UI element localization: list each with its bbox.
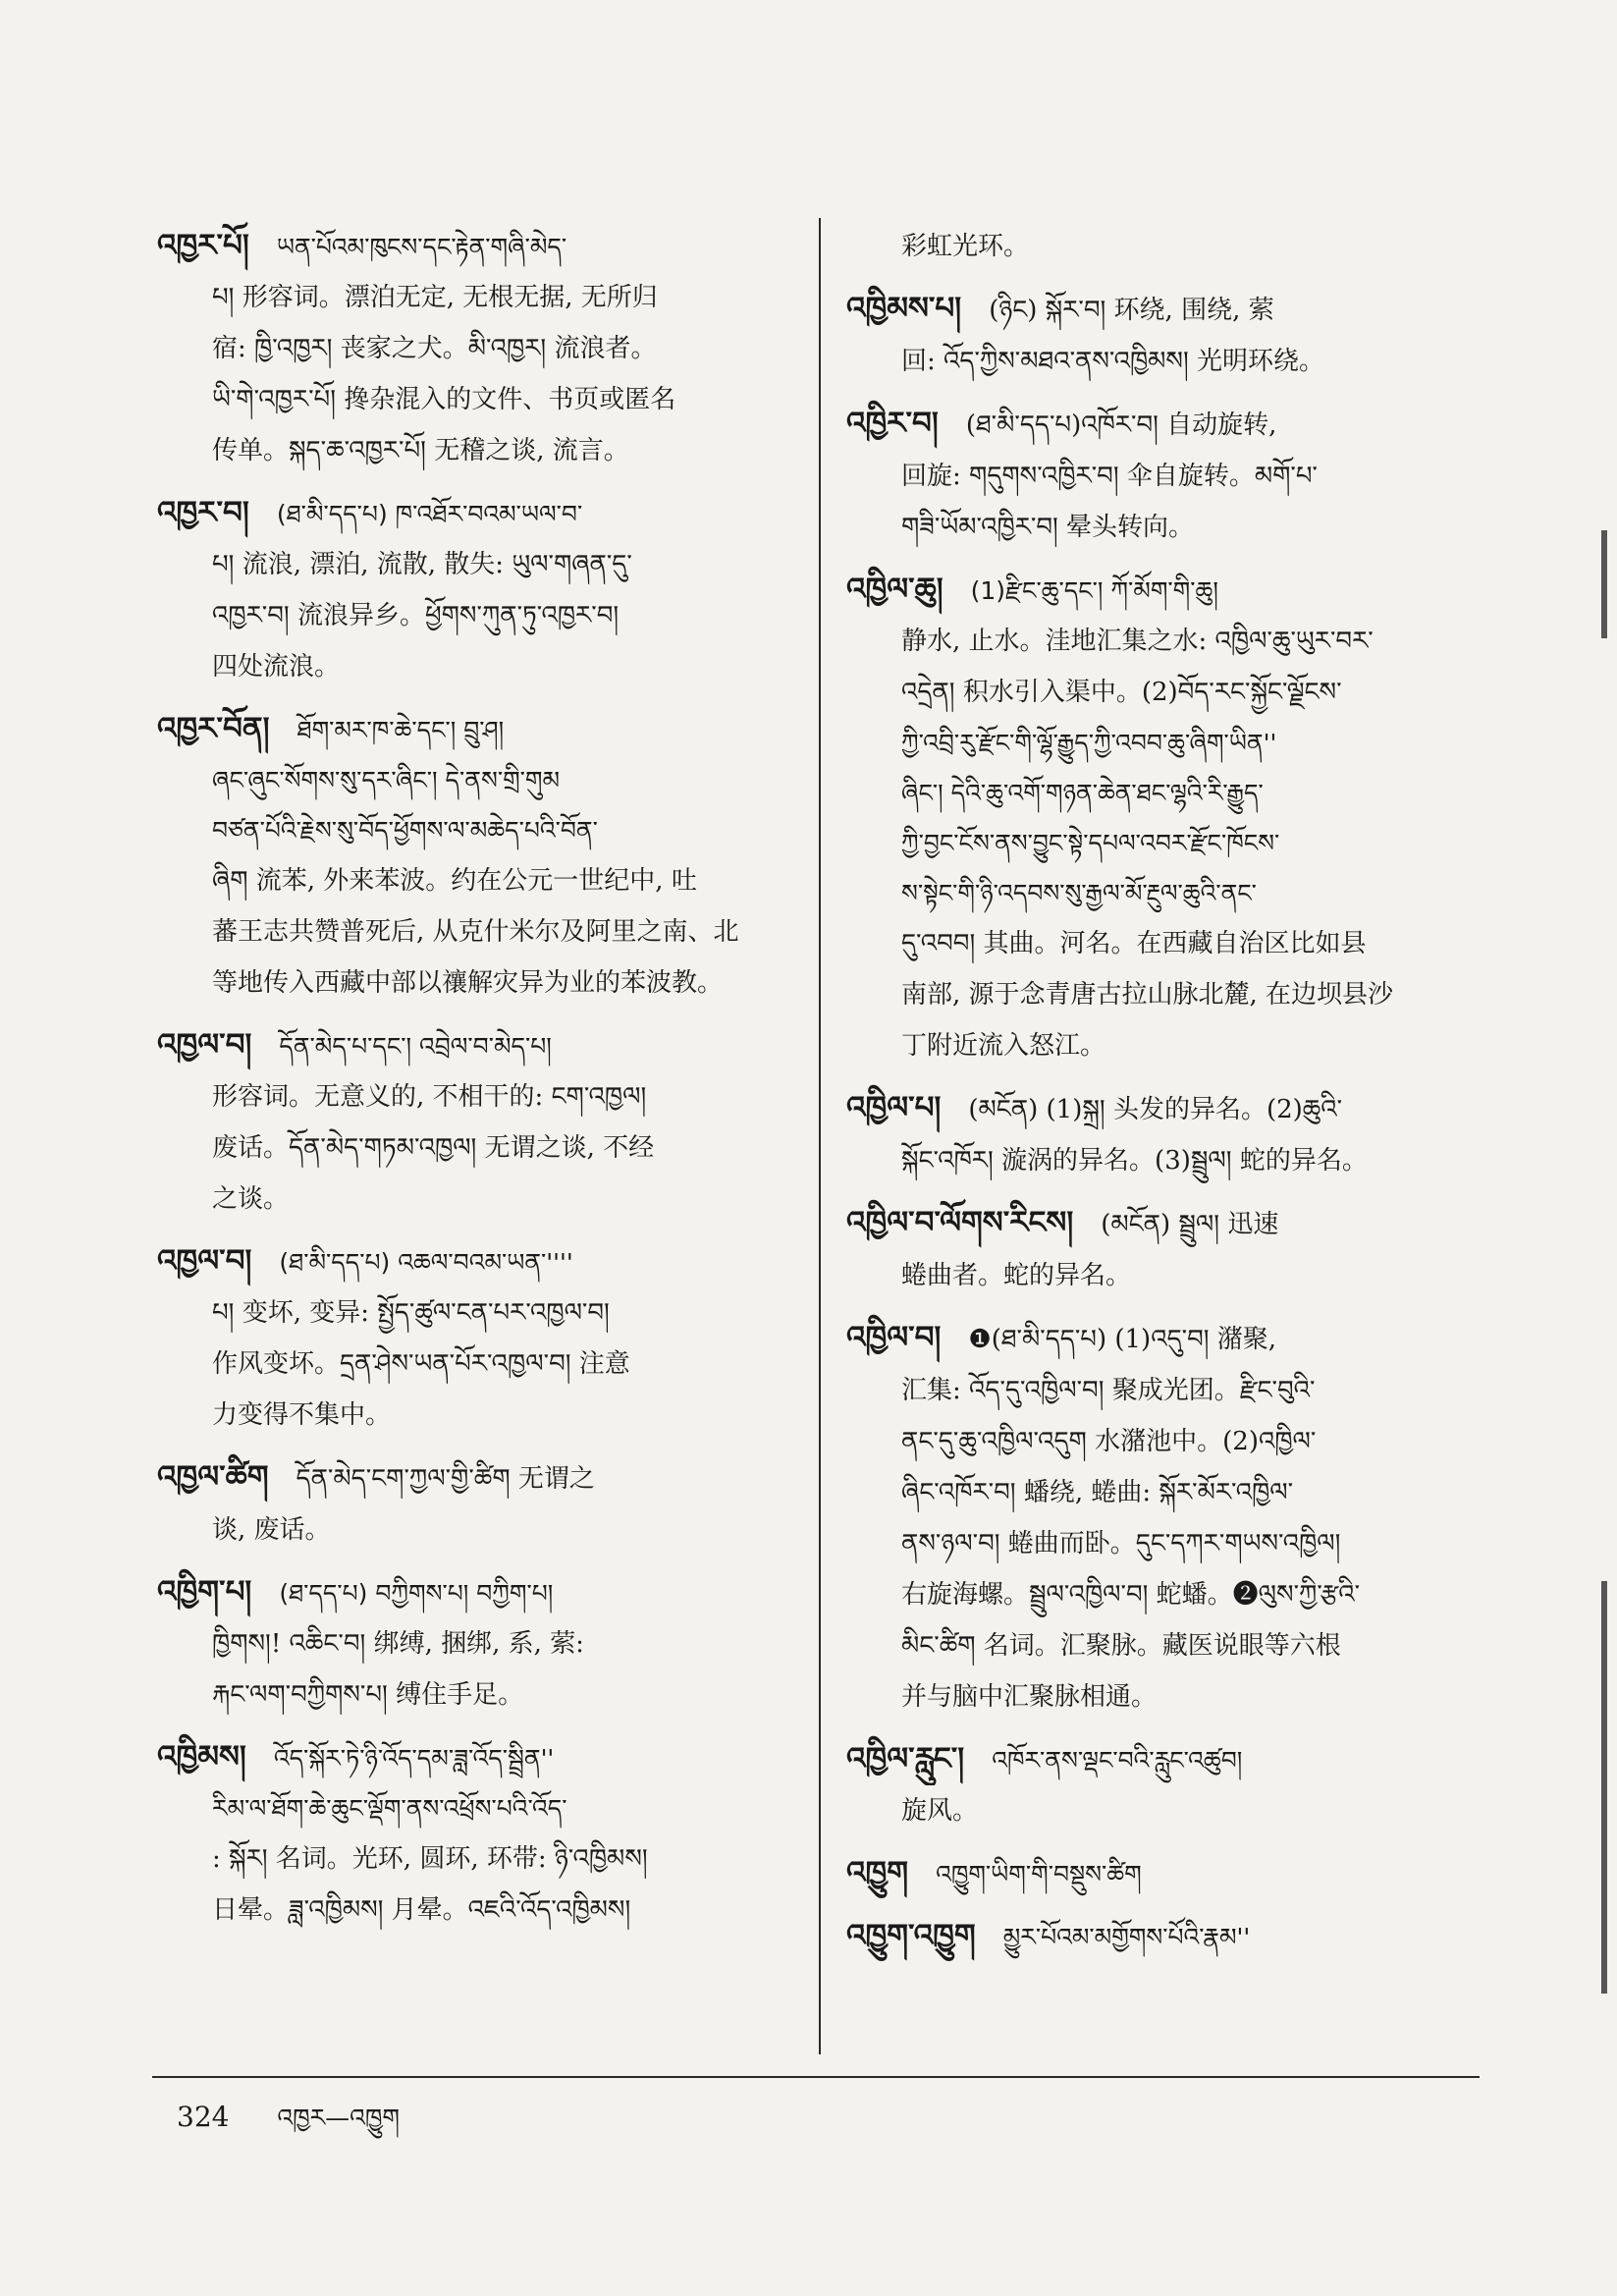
edge-marks (1578, 0, 1617, 2296)
dictionary-entry (157, 1020, 795, 1225)
page-range: འཁྱར—འཁྱུག (277, 2104, 401, 2132)
entry-line (846, 1518, 1484, 1569)
definition-text: 日晕。ཟླ་འཁྱིམས། 月晕。འཇའི་འོད་འཁྱིམས། (212, 1895, 631, 1925)
headword: འཁྱལ་བ། (157, 1243, 252, 1279)
headword: འཁྱིམས་པ། (846, 291, 962, 326)
headword: འཁྱིལ་བ། (846, 1320, 942, 1355)
definition-text: 并与脑中汇聚脉相通。 (901, 1682, 1158, 1712)
definition-text: 南部, 源于念青唐古拉山脉北麓, 在边坝县沙 (901, 980, 1394, 1010)
entry-line (157, 1885, 795, 1936)
definition-text: 四处流浪。 (212, 652, 341, 682)
entry-line (157, 805, 795, 855)
dictionary-entry (846, 1734, 1484, 1836)
definition-text: ཀྱི་བྱང་ངོས་ནས་བྱུང་སྟེ་དཔལ་འབར་རྫོང་ཁོངས་ (901, 829, 1280, 857)
definition-text: རིམ་ལ་ཐོག་ཆེ་ཆུང་ལྡོག་ནས་འཕྲོས་པའི་འོད་ (212, 1794, 567, 1823)
dictionary-entry (846, 1313, 1484, 1722)
column-divider (819, 218, 821, 2054)
definition-text: སྐོང་འཁོར། 漩涡的异名。(3)སྦྲུལ། 蛇的异名。 (901, 1146, 1368, 1175)
definition-text: 形容词。无意义的, 不相干的: ངག་འཁྱལ། (212, 1082, 647, 1112)
edge-tick (1601, 530, 1607, 638)
entry-line (157, 906, 795, 957)
entry-line (846, 667, 1484, 718)
entry-line (157, 957, 795, 1009)
headword: འཁྱིལ་རླུང་། (846, 1741, 965, 1777)
definition-text: འཁྱུག་ཡིག་གི་བསྡུས་ཚིག (936, 1860, 1142, 1888)
entry-line (157, 704, 795, 755)
definition-text: ཞིག 流苯, 外来苯波。约在公元一世纪中, 吐 (212, 866, 697, 896)
dictionary-entry (157, 488, 795, 692)
definition-text: 谈, 废话。 (212, 1515, 331, 1545)
entry-line (157, 855, 795, 906)
entry-line (846, 1848, 1484, 1899)
dictionary-entry (157, 1236, 795, 1441)
definition-text: 蕃王志共赞普死后, 从克什米尔及阿里之南、北 (212, 917, 739, 947)
definition-text: པ། 变坏, 变异: སྤྱོད་ཚུལ་ངན་པར་འཁྱལ་བ། (212, 1298, 610, 1328)
dictionary-entry (846, 565, 1484, 1071)
definition-text: 作风变坏。དྲན་ཤེས་ཡན་པོར་འཁྱལ་བ། 注意 (212, 1349, 630, 1379)
definition-text: 丁附近流入怒江。 (901, 1031, 1106, 1061)
entry-line (846, 1020, 1484, 1071)
dictionary-entry (846, 1911, 1484, 1962)
footer-rule (152, 2076, 1480, 2078)
dictionary-entry (846, 1198, 1484, 1301)
headword: འཁྱིལ་ཆུ། (846, 572, 943, 607)
left-column (157, 221, 795, 1947)
definition-text: འོད་སྐོར་ཏེ་ཉི་འོད་དམ་ཟླ་འོད་སྦྲིན'' (273, 1744, 555, 1773)
entry-line (846, 768, 1484, 818)
entry-line (157, 272, 795, 323)
definition-text: 右旋海螺。སྦྲུལ་འཁྱིལ་བ། 蛇蟠。❷ལུས་ཀྱི་རྩའི་ (901, 1580, 1361, 1610)
definition-text: མྱུར་པོའམ་མགྱོགས་པོའི་རྣམ'' (1002, 1923, 1251, 1951)
entry-line (846, 616, 1484, 667)
definition-text: ཞིང་འཁོར་བ། 蟠绕, 蜷曲: སྐོར་མོར་འཁྱིལ་ (901, 1478, 1294, 1507)
definition-text: 回: འོད་ཀྱིས་མཐའ་ནས་འཁྱིམས། 光明环绕。 (901, 347, 1325, 376)
definition-text: (ཐ་མི་དད་པ) ཁ་འཐོར་བའམ་ཡལ་བ་ (276, 500, 583, 528)
entry-line (846, 1416, 1484, 1467)
entry-line (157, 1452, 795, 1504)
entry-line (846, 1198, 1484, 1250)
definition-text: ཁྱིགས།! འཆིང་བ། 绑缚, 捆绑, 系, 萦: (212, 1629, 584, 1659)
dictionary-entry (157, 221, 795, 476)
entry-line (157, 1122, 795, 1174)
entry-line (157, 1339, 795, 1390)
dictionary-entry (846, 399, 1484, 553)
page-number: 324 (177, 2101, 230, 2133)
entry-line (846, 399, 1484, 451)
headword: འཁྱིག་པ། (157, 1574, 252, 1610)
definition-text: དུ་འབབ། 其曲。河名。在西藏自治区比如县 (901, 929, 1367, 958)
dictionary-entry (846, 284, 1484, 387)
definition-text: (ཐ་མི་དད་པ) འཆལ་བའམ་ཡན་'''' (279, 1248, 573, 1277)
definition-text: བཙན་པོའི་རྗེས་སུ་བོད་ཕྱོགས་ལ་མཆེད་པའི་བོན་ (212, 816, 598, 845)
entry-line (846, 1911, 1484, 1962)
dictionary-entry (846, 1848, 1484, 1899)
definition-text: (ཐ་དད་པ) བཀྱིགས་པ། བཀྱིག་པ། (279, 1579, 554, 1608)
definition-text: ཐོག་མར་ཁ་ཆེ་དང་། བྲུ་ཤ། (296, 716, 505, 744)
entry-line (846, 502, 1484, 553)
entry-line (157, 323, 795, 374)
definition-text: (ཐ་མི་དད་པ)འཁོར་བ། 自动旋转, (965, 410, 1277, 440)
definition-text: ཞང་ཞུང་སོགས་སུ་དར་ཞིང་། དེ་ནས་གྲི་གུམ (212, 766, 561, 794)
definition-text: ས་སྟེང་གི་ཉི་འདབས་སུ་རྒྱལ་མོ་རྔུལ་ཆུའི་ནང་ (901, 879, 1257, 907)
entry-line (157, 1071, 795, 1122)
definition-text: དོན་མེད་པ་དང་། འབྲེལ་བ་མེད་པ། (279, 1032, 552, 1061)
dictionary-entry (846, 1083, 1484, 1186)
entry-line (846, 1467, 1484, 1518)
definition-text: ❶(ཐ་མི་དད་པ) (1)འདུ་བ། 潴聚, (968, 1325, 1277, 1354)
entry-line (846, 1569, 1484, 1620)
dictionary-entry (157, 1567, 795, 1721)
edge-tick (1601, 1581, 1607, 1994)
definition-text: འཁོར་ནས་ལྡང་བའི་རླུང་འཚུབ། (992, 1746, 1243, 1775)
definition-text: (མངོན) སྦྲུལ། 迅速 (1101, 1210, 1279, 1239)
dictionary-entry (846, 221, 1484, 272)
headword: འཁྱར་བ། (157, 495, 249, 530)
entry-line (846, 336, 1484, 387)
entry-line (157, 374, 795, 425)
entry-line (157, 755, 795, 805)
headword: འཁྱལ་བ། (157, 1027, 252, 1063)
entry-line (846, 1785, 1484, 1836)
headword: འཁྱིམས། (157, 1739, 246, 1775)
headword: འཁྱུག་འཁྱུག (846, 1918, 976, 1953)
right-column (846, 221, 1484, 1974)
entry-line (157, 1567, 795, 1618)
definition-text: 废话。དོན་མེད་གཏམ་འཁྱལ། 无谓之谈, 不经 (212, 1133, 655, 1163)
entry-line (846, 1313, 1484, 1365)
definition-text: རྐང་ལག་བཀྱིགས་པ། 缚住手足。 (212, 1680, 524, 1710)
dictionary-entry (157, 704, 795, 1009)
definition-text: 等地传入西藏中部以禳解灾异为业的苯波教。 (212, 968, 724, 998)
entry-line (846, 969, 1484, 1020)
dictionary-entry (157, 1452, 795, 1556)
entry-line (846, 451, 1484, 502)
entry-line (846, 1620, 1484, 1671)
definition-text: 力变得不集中。 (212, 1400, 392, 1430)
definition-text: : སྐོར། 名词。光环, 圆环, 环带: ཉི་འཁྱིམས། (212, 1844, 648, 1874)
definition-text: (1)རྫིང་ཆུ་དང་། ཀོ་མོག་གི་ཆུ། (970, 576, 1218, 605)
definition-text: 旋风。 (901, 1796, 979, 1826)
definition-text: 静水, 止水。洼地汇集之水: འཁྱིལ་ཆུ་ཡུར་བར་ (901, 627, 1374, 656)
definition-text: (ཉིང) སྐོར་བ། 环绕, 围绕, 萦 (989, 296, 1274, 325)
headword: འཁྱར་བོན། (157, 711, 270, 746)
definition-text: 回旋: གདུགས་འཁྱིར་བ། 伞自旋转。མགོ་པ་ (901, 462, 1318, 491)
definition-text: ནང་དུ་ཆུ་འཁྱིལ་འདུག 水潴池中。(2)འཁྱིལ་ (901, 1427, 1317, 1456)
entry-line (846, 221, 1484, 272)
entry-line (157, 1236, 795, 1287)
definition-text: 彩虹光环。 (901, 232, 1030, 261)
dictionary-entry (157, 1732, 795, 1936)
definition-text: 汇集: འོད་དུ་འཁྱིལ་བ། 聚成光团。རྫིང་བུའི་ (901, 1376, 1316, 1405)
definition-text: ནས་ཉལ་བ། 蜷曲而卧。དུང་དཀར་གཡས་འཁྱིལ། (901, 1529, 1341, 1558)
entry-line (846, 565, 1484, 616)
entry-line (157, 488, 795, 539)
definition-text: མིང་ཚིག 名词。汇聚脉。藏医说眼等六根 (901, 1631, 1341, 1661)
definition-text: འཁྱར་བ། 流浪异乡。ཕྱོགས་ཀུན་ཏུ་འཁྱར་བ། (212, 601, 620, 630)
definition-text: 宿: ཁྱི་འཁྱར། 丧家之犬。མི་འཁྱར། 流浪者。 (212, 334, 657, 363)
entry-line (157, 1618, 795, 1669)
entry-line (846, 918, 1484, 969)
entry-line (157, 1504, 795, 1556)
definition-text: པ། 流浪, 漂泊, 流散, 散失: ཡུལ་གཞན་དུ་ (212, 550, 632, 579)
entry-line (157, 1020, 795, 1071)
entry-line (157, 221, 795, 272)
entry-line (157, 425, 795, 476)
definition-text: 之谈。 (212, 1184, 290, 1214)
entry-line (846, 284, 1484, 336)
entry-line (846, 818, 1484, 868)
headword: འཁྱུག (846, 1855, 909, 1890)
entry-line (846, 1083, 1484, 1135)
entry-line (846, 1734, 1484, 1785)
headword: འཁྱིར་བ། (846, 406, 939, 441)
headword: འཁྱིལ་པ། (846, 1090, 942, 1125)
entry-line (157, 1833, 795, 1885)
entry-line (157, 539, 795, 590)
entry-line (846, 1135, 1484, 1186)
entry-line (846, 1250, 1484, 1301)
entry-line (157, 1390, 795, 1441)
entry-line (157, 1174, 795, 1225)
definition-text: ཀྱི་འབྲི་རུ་རྫོང་གི་ལྷོ་རྒྱུད་ཀྱི་འབབ་ཆུ་ཞིག་ཡིན'' (901, 729, 1277, 757)
entry-line (846, 718, 1484, 768)
headword: འཁྱར་པོ། (157, 228, 249, 263)
definition-text: དོན་མེད་ངག་ཀྱལ་གྱི་ཚིག 无谓之 (296, 1464, 595, 1494)
entry-line (846, 868, 1484, 918)
entry-line (157, 1669, 795, 1721)
definition-text: 传单。སྐད་ཆ་འཁྱར་པོ། 无稽之谈, 流言。 (212, 436, 629, 465)
entry-line (846, 1671, 1484, 1722)
headword: འཁྱལ་ཚིག (157, 1459, 269, 1495)
definition-text: (མངོན) (1)སྐྲ། 头发的异名。(2)ཆུའི་ (968, 1095, 1343, 1124)
definition-text: ཡི་གེ་འཁྱར་པོ། 搀杂混入的文件、书页或匿名 (212, 385, 676, 414)
definition-text: གཟི་ཡོམ་འཁྱིར་བ། 晕头转向。 (901, 513, 1195, 542)
entry-line (157, 590, 795, 641)
definition-text: ཞིང་། དེའི་ཆུ་འགོ་གཉན་ཆེན་ཐང་ལྷའི་རི་རྒྱུད་ (901, 779, 1264, 807)
definition-text: 蜷曲者。蛇的异名。 (901, 1261, 1132, 1290)
entry-line (157, 641, 795, 692)
page-footer (177, 2090, 400, 2159)
entry-line (157, 1287, 795, 1339)
definition-text: ཡན་པོའམ་ཁུངས་དང་རྟེན་གཞི་མེད་ (276, 233, 567, 261)
definition-text: འདྲེན། 积水引入渠中。(2)བོད་རང་སྐྱོང་ལྗོངས་ (901, 678, 1342, 707)
entry-line (846, 1365, 1484, 1416)
definition-text: པ། 形容词。漂泊无定, 无根无据, 无所归 (212, 283, 658, 312)
entry-line (157, 1783, 795, 1833)
entry-line (157, 1732, 795, 1783)
headword: འཁྱིལ་བ་ལོགས་རིངས། (846, 1205, 1074, 1240)
